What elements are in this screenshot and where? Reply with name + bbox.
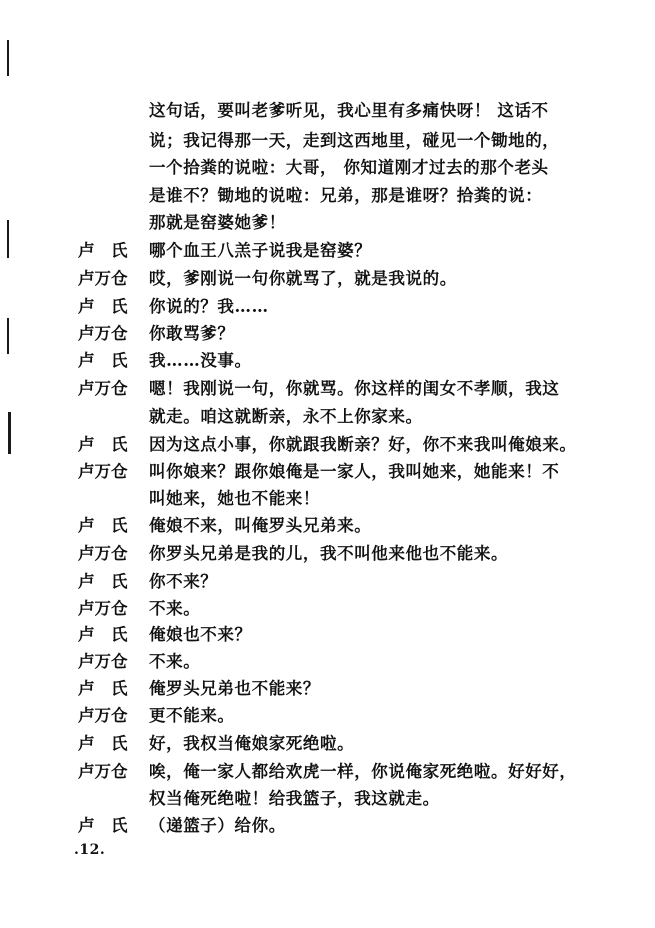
dialogue-line: 因为这点小事，你就跟我断亲？好，你不来我叫俺娘来。 xyxy=(149,435,577,454)
dialogue-line: 俺娘也不来？ xyxy=(149,625,252,644)
speaker-label: 卢万仓 xyxy=(78,269,128,288)
dialogue-line: 俺罗头兄弟也不能来？ xyxy=(149,679,320,698)
speaker-label: 卢万仓 xyxy=(78,544,128,563)
speaker-label: 卢万仓 xyxy=(78,599,128,618)
speaker-label: 卢 氏 xyxy=(78,572,128,591)
dialogue-line: 俺娘不来，叫俺罗头兄弟来。 xyxy=(149,516,372,535)
speaker-label: 卢 氏 xyxy=(78,297,128,316)
speaker-label: 卢 氏 xyxy=(78,435,128,454)
opening-line: 说；我记得那一天，走到这西地里，碰见一个锄地的， xyxy=(149,131,560,150)
opening-line: 是谁不？锄地的说啦：兄弟，那是谁呀？拾粪的说： xyxy=(149,186,543,205)
speaker-label: 卢 氏 xyxy=(78,516,128,535)
speaker-label: 卢 氏 xyxy=(78,241,128,260)
dialogue-line: 叫她来，她也不能来！ xyxy=(149,489,320,508)
dialogue-line: （递篮子）给你。 xyxy=(149,816,286,835)
dialogue-line: 你说的？我…… xyxy=(149,297,269,316)
opening-line: 一个拾粪的说啦：大哥， 你知道刚才过去的那个老头 xyxy=(149,158,549,177)
speaker-label: 卢 氏 xyxy=(78,816,128,835)
opening-line: 那就是窑婆她爹！ xyxy=(149,213,286,232)
speaker-label: 卢万仓 xyxy=(78,462,128,481)
dialogue-line: 好，我权当俺娘家死绝啦。 xyxy=(149,734,355,753)
page-number: .12. xyxy=(74,842,106,858)
dialogue-line: 哎，爹刚说一句你就骂了，就是我说的。 xyxy=(149,269,457,288)
dialogue-line: 权当俺死绝啦！给我篮子，我这就走。 xyxy=(149,789,440,808)
speaker-label: 卢万仓 xyxy=(78,324,128,343)
dialogue-line: 叫你娘来？跟你娘俺是一家人，我叫她来，她能来！不 xyxy=(149,462,560,481)
speaker-label: 卢 氏 xyxy=(78,679,128,698)
dialogue-line: 就走。咱这就断亲，永不上你家来。 xyxy=(149,407,423,426)
dialogue-line: 你不来？ xyxy=(149,572,218,591)
speaker-label: 卢万仓 xyxy=(78,706,128,725)
dialogue-line: 不来。 xyxy=(149,599,201,618)
speaker-label: 卢万仓 xyxy=(78,379,128,398)
dialogue-line: 我……没事。 xyxy=(149,351,252,370)
dialogue-line: 你罗头兄弟是我的儿，我不叫他来他也不能来。 xyxy=(149,544,509,563)
speaker-label: 卢 氏 xyxy=(78,625,128,644)
dialogue-line: 更不能来。 xyxy=(149,706,235,725)
dialogue-line: 哪个血王八羔子说我是窑婆？ xyxy=(149,241,372,260)
speaker-label: 卢万仓 xyxy=(78,652,128,671)
speaker-label: 卢 氏 xyxy=(78,734,128,753)
dialogue-line: 唉，俺一家人都给欢虎一样，你说俺家死绝啦。好好好， xyxy=(149,762,577,781)
dialogue-line: 你敢骂爹？ xyxy=(149,324,235,343)
opening-line: 这句话，要叫老爹听见，我心里有多痛快呀！ 这话不 xyxy=(149,101,549,120)
speaker-label: 卢万仓 xyxy=(78,762,128,781)
speaker-label: 卢 氏 xyxy=(78,351,128,370)
dialogue-line: 嗯！我刚说一句，你就骂。你这样的闺女不孝顺，我这 xyxy=(149,379,560,398)
dialogue-line: 不来。 xyxy=(149,652,201,671)
